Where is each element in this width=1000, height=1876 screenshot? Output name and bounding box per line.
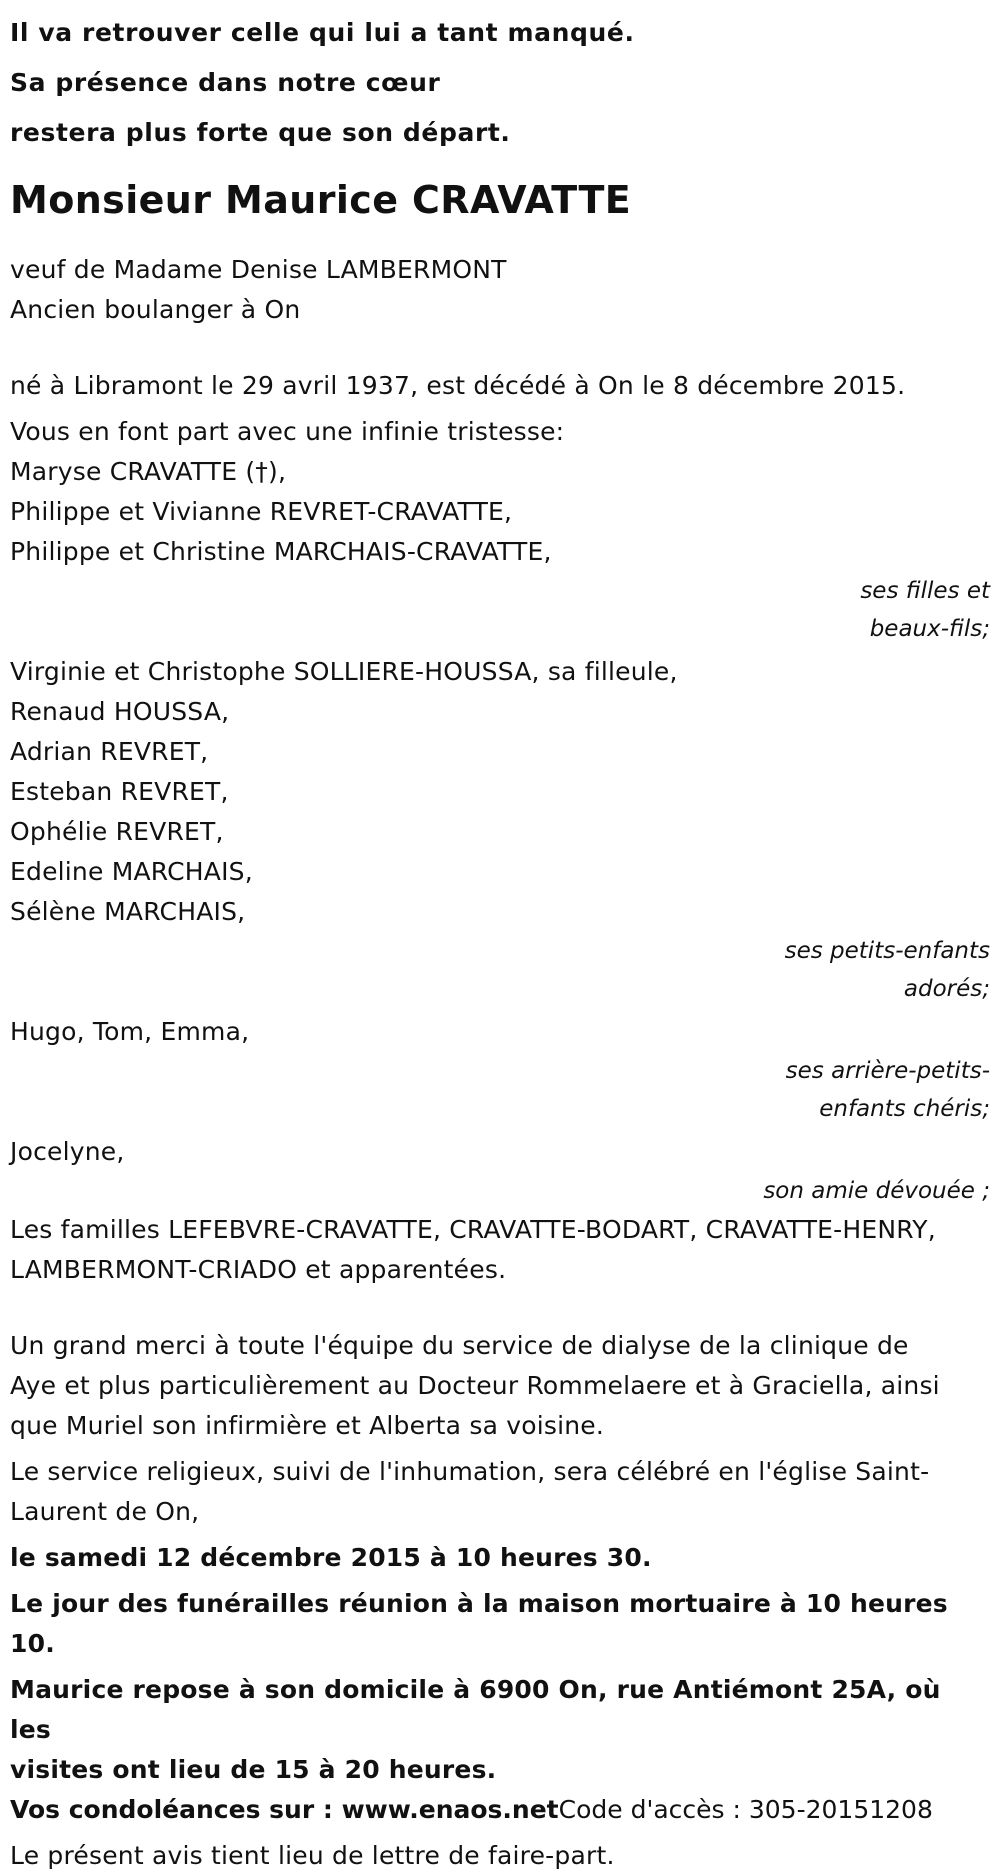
epitaph: [10, 8, 990, 158]
daughters-relation: [750, 572, 990, 648]
daughters-list: [10, 452, 990, 572]
list-item: Renaud HOUSSA,: [10, 697, 230, 726]
thanks-line: Un grand merci à toute l'équipe du service de dialyse de la clinique de: [10, 1331, 909, 1360]
relation-line: enfants chéris;: [819, 1096, 990, 1122]
friend-relation: [730, 1172, 990, 1210]
visits-line: visites ont lieu de 15 à 20 heures.: [10, 1755, 497, 1784]
visits-block: [10, 1670, 990, 1790]
friend-line: Jocelyne,: [10, 1137, 125, 1166]
visits-line: Maurice repose à son domicile à 6900 On, rue Antiémont 25A, où les: [10, 1675, 941, 1744]
list-item: Edeline MARCHAIS,: [10, 857, 253, 886]
birth-death-line: né à Libramont le 29 avril 1937, est décédé à On le 8 décembre 2015.: [10, 371, 906, 400]
list-item: Esteban REVRET,: [10, 777, 229, 806]
closing-line: Le présent avis tient lieu de lettre de faire-part.: [10, 1841, 615, 1870]
meeting-info: Le jour des funérailles réunion à la maison mortuaire à 10 heures 10.: [10, 1589, 948, 1658]
relation-line: son amie dévouée ;: [763, 1178, 990, 1204]
relation-line: ses filles et: [860, 578, 990, 604]
list-item: Philippe et Vivianne REVRET-CRAVATTE,: [10, 497, 513, 526]
relation-line: beaux-fils;: [869, 616, 990, 642]
thanks-block: [10, 1326, 990, 1446]
great-grandchildren-relation: [750, 1052, 990, 1128]
list-item: Virginie et Christophe SOLLIERE-HOUSSA, sa filleule,: [10, 657, 678, 686]
list-item: Philippe et Christine MARCHAIS-CRAVATTE,: [10, 537, 552, 566]
condolences-link[interactable]: Vos condoléances sur : www.enaos.net: [10, 1795, 559, 1824]
list-item: Ophélie REVRET,: [10, 817, 224, 846]
families-line: LAMBERMONT-CRIADO et apparentées.: [10, 1255, 507, 1284]
families-line: Les familles LEFEBVRE-CRAVATTE, CRAVATTE-BODART, CRAVATTE-HENRY,: [10, 1215, 936, 1244]
deceased-name: Monsieur Maurice CRAVATTE: [10, 178, 632, 222]
thanks-line: que Muriel son infirmière et Alberta sa voisine.: [10, 1411, 605, 1440]
access-code: Code d'accès : 305-20151208: [558, 1795, 933, 1824]
epitaph-line: Il va retrouver celle qui lui a tant manqué.: [10, 18, 635, 47]
list-item: Adrian REVRET,: [10, 737, 209, 766]
relation-line: ses arrière-petits-: [785, 1058, 990, 1084]
relation-line: ses petits-enfants: [784, 938, 990, 964]
epitaph-line: restera plus forte que son départ.: [10, 118, 511, 147]
thanks-line: Aye et plus particulièrement au Docteur Rommelaere et à Graciella, ainsi: [10, 1371, 940, 1400]
service-line: Laurent de On,: [10, 1497, 200, 1526]
grandchildren-list: [10, 652, 990, 932]
service-date: le samedi 12 décembre 2015 à 10 heures 30.: [10, 1543, 652, 1572]
service-line: Le service religieux, suivi de l'inhumation, sera célébré en l'église Saint-: [10, 1457, 930, 1486]
list-item: Sélène MARCHAIS,: [10, 897, 246, 926]
great-grandchildren-line: Hugo, Tom, Emma,: [10, 1017, 250, 1046]
condolences-line: [10, 1790, 990, 1830]
deceased-details: [10, 250, 990, 330]
list-item: Maryse CRAVATTE (†),: [10, 457, 287, 486]
service-block: [10, 1452, 990, 1532]
widower-line: veuf de Madame Denise LAMBERMONT: [10, 255, 507, 284]
epitaph-line: Sa présence dans notre cœur: [10, 68, 441, 97]
profession-line: Ancien boulanger à On: [10, 295, 301, 324]
relation-line: adorés;: [903, 976, 990, 1002]
families-block: [10, 1210, 990, 1290]
grandchildren-relation: [750, 932, 990, 1008]
intro-line: Vous en font part avec une infinie tristesse:: [10, 417, 565, 446]
